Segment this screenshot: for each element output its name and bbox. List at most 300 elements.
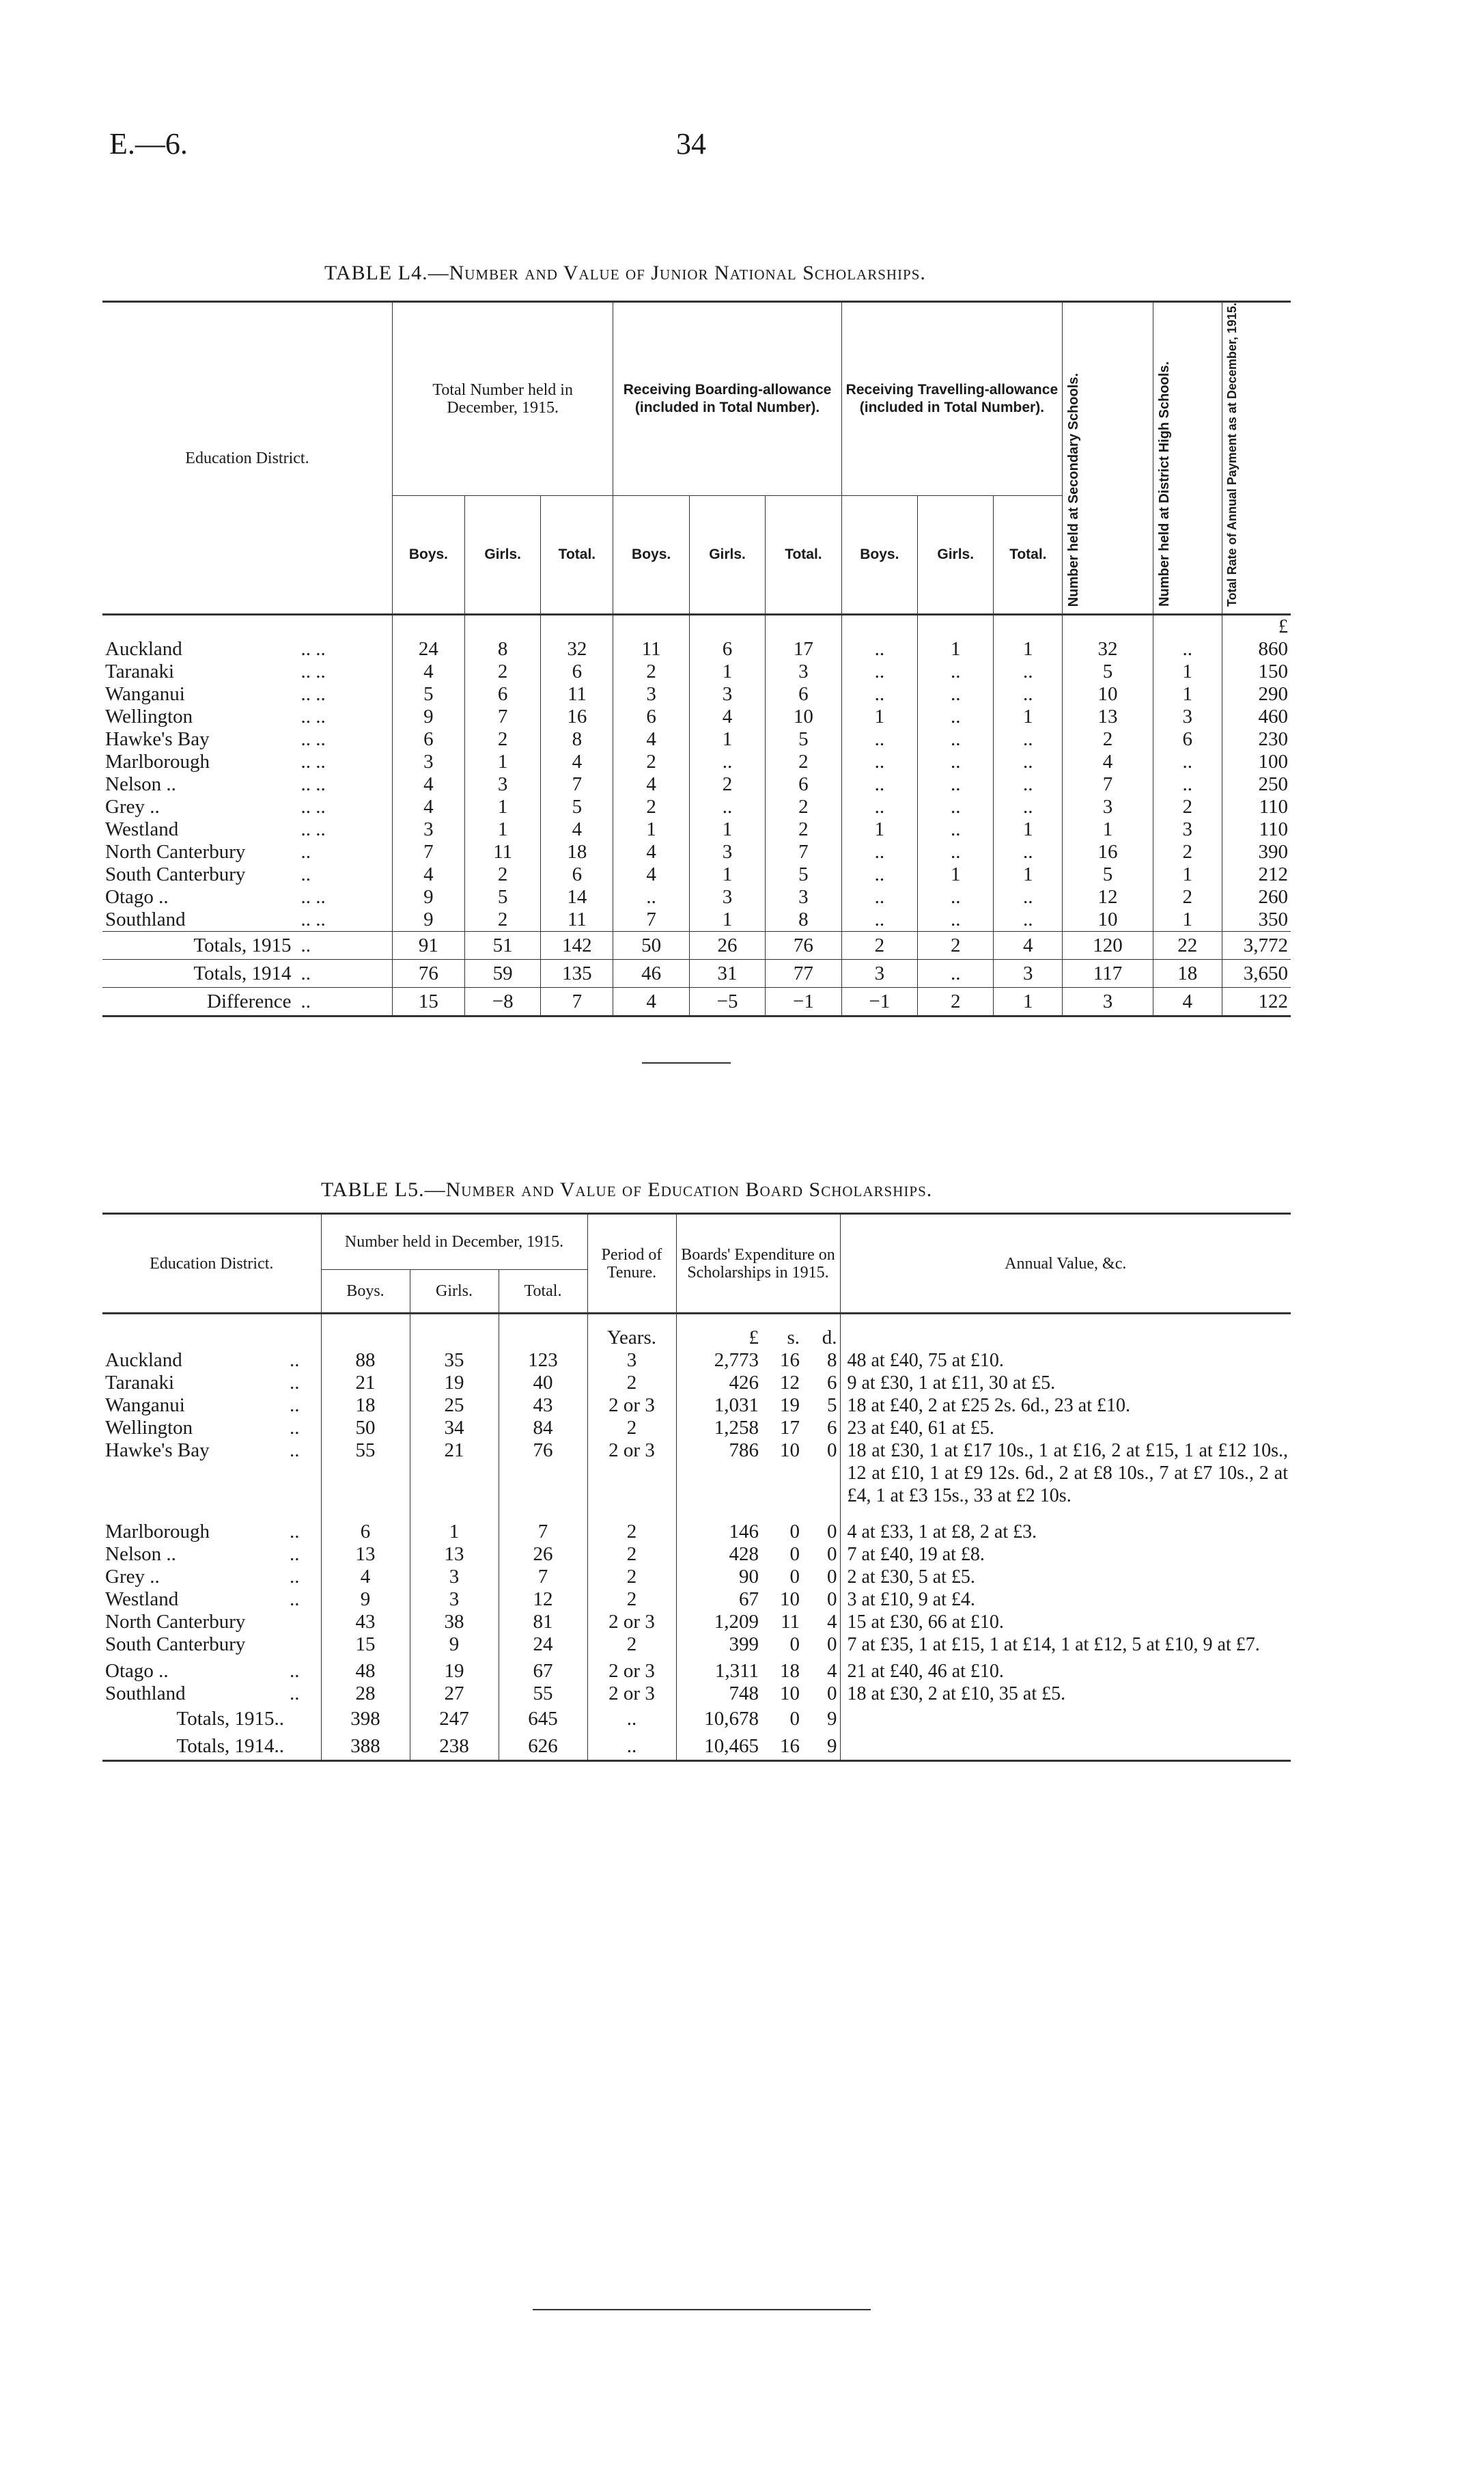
l4-total-held-header: Total Number held in December, 1915. <box>392 302 613 496</box>
l5-cell-annual: 9 at £30, 1 at £11, 30 at £5. <box>840 1372 1291 1394</box>
l4-cell-bb: 7 <box>613 909 689 932</box>
l5-cell-period: 2 <box>587 1633 676 1656</box>
table-l4-title-text: Number and Value of Junior National Scholarships. <box>449 262 926 284</box>
l4-cell-rt: .. <box>994 886 1063 909</box>
l4-cell-rg: 1 <box>918 638 994 661</box>
l4-cell-rb: .. <box>841 773 917 796</box>
l5-table-row <box>102 1588 1291 1611</box>
l5-girls-header: Girls. <box>410 1270 499 1314</box>
l5-cell-girls: 25 <box>410 1394 499 1417</box>
l5-cell-annual: 18 at £40, 2 at £25 2s. 6d., 23 at £10. <box>840 1394 1291 1417</box>
l5-cell-district: Wanganui <box>105 1394 185 1416</box>
l4-district-name: North Canterbury <box>105 841 246 863</box>
l5-cell-dots: .. <box>290 1349 300 1371</box>
l4-leader-dots: .. .. <box>300 751 326 773</box>
l4-cell-bb: 6 <box>613 706 689 728</box>
l4-district-name: Wellington <box>105 706 193 728</box>
l5-cell-dots: .. <box>290 1588 300 1610</box>
l4-cell-rate: 860 <box>1222 638 1291 661</box>
l4-totals-row <box>102 960 1291 988</box>
l4-cell-tg: 8 <box>464 638 540 661</box>
l5-held-header: Number held in December, 1915. <box>321 1214 587 1270</box>
document-reference: E.—6. <box>109 127 188 161</box>
l4-rate-header-text: Total Rate of Annual Payment as at December, 1915. <box>1224 303 1239 607</box>
l5-cell-girls: 21 <box>410 1439 499 1507</box>
l5-cell-boys: 43 <box>321 1611 410 1633</box>
l4-cell-tb: 4 <box>392 796 464 818</box>
l4-cell-tg: 2 <box>464 863 540 886</box>
l5-cell-dots: .. <box>290 1439 300 1461</box>
l5-cell-girls: 38 <box>410 1611 499 1633</box>
l5-cell-girls: 3 <box>410 1566 499 1588</box>
l5-d-unit: d. <box>822 1327 837 1348</box>
l4-secondary-header <box>1063 302 1153 615</box>
l4-cell-rb: 2 <box>841 932 917 960</box>
l4-cell-rt: .. <box>994 683 1063 706</box>
l5-cell-boys: 388 <box>321 1732 410 1761</box>
l4-cell-tb: 9 <box>392 886 464 909</box>
l4-cell-rb: .. <box>841 796 917 818</box>
l4-cell-bt: 6 <box>766 773 841 796</box>
l5-empty-cell <box>287 1705 321 1732</box>
table-l4 <box>102 301 1291 1017</box>
l5-annual-header: Annual Value, &c. <box>840 1214 1291 1314</box>
l4-cell-tt: 11 <box>541 683 613 706</box>
l5-cell-dots: .. <box>290 1372 300 1394</box>
l5-cell-district: Grey .. <box>105 1566 160 1588</box>
l4-cell-tt: 32 <box>541 638 613 661</box>
l4-cell-rb: .. <box>841 841 917 863</box>
l5-cell-pounds: 399 <box>676 1633 761 1656</box>
l5-cell-d: 4 <box>827 1660 837 1682</box>
l4-cell-sec: 16 <box>1063 841 1153 863</box>
l4-cell-bt: 17 <box>766 638 841 661</box>
l5-cell-district: South Canterbury <box>105 1633 246 1655</box>
l4-cell-bt: 2 <box>766 796 841 818</box>
l4-leader-dots: .. .. <box>300 796 326 818</box>
l4-cell-tb: 9 <box>392 706 464 728</box>
l4-cell-rate: 212 <box>1222 863 1291 886</box>
l5-cell-total: 7 <box>499 1521 587 1543</box>
l5-cell-district: Wellington <box>105 1417 193 1439</box>
l4-cell-rg: .. <box>918 818 994 841</box>
l5-cell-s: 0 <box>789 1708 800 1730</box>
l5-cell-s: 0 <box>789 1566 800 1588</box>
l4-cell-rb: .. <box>841 886 917 909</box>
l4-leader-dots: .. <box>300 841 311 863</box>
l4-cell-dhs: 1 <box>1153 683 1222 706</box>
l4-cell-bg: 1 <box>689 909 765 932</box>
l4-cell-tb: 7 <box>392 841 464 863</box>
l4-cell-rb: .. <box>841 661 917 683</box>
l4-leader-dots: .. .. <box>300 909 326 931</box>
l4-cell-rt: 1 <box>994 988 1063 1016</box>
l5-cell-s: 11 <box>781 1611 800 1633</box>
l4-cell-dhs: 2 <box>1153 841 1222 863</box>
l5-cell-boys: 55 <box>321 1439 410 1507</box>
l4-cell-dhs: 18 <box>1153 960 1222 988</box>
l4-cell-rt: 1 <box>994 863 1063 886</box>
l4-district-name: Southland <box>105 909 186 931</box>
l4-cell-rg: .. <box>918 751 994 773</box>
l5-cell-boys: 9 <box>321 1588 410 1611</box>
table-l5-title-text: Number and Value of Education Board Scholarships. <box>445 1178 933 1201</box>
table-l4-title <box>324 262 926 285</box>
l4-cell-bb: 2 <box>613 661 689 683</box>
l5-cell-boys: 21 <box>321 1372 410 1394</box>
l4-cell-tg: 7 <box>464 706 540 728</box>
l5-totals-row <box>102 1705 1291 1732</box>
l5-cell-district: Hawke's Bay <box>105 1439 210 1461</box>
l4-cell-sec: 10 <box>1063 909 1153 932</box>
l5-pound-unit: £ <box>676 1314 761 1350</box>
l5-cell-girls: 27 <box>410 1683 499 1705</box>
l4-cell-bg: 3 <box>689 683 765 706</box>
l5-cell-boys: 48 <box>321 1660 410 1683</box>
l4-cell-bb: 50 <box>613 932 689 960</box>
l4-cell-bb: 4 <box>613 773 689 796</box>
l4-cell-bt: 7 <box>766 841 841 863</box>
l5-cell-period: 2 <box>587 1372 676 1394</box>
l4-cell-dhs: 4 <box>1153 988 1222 1016</box>
l4-cell-bb: .. <box>613 886 689 909</box>
l4-cell-rt: 4 <box>994 932 1063 960</box>
l5-cell-d: 6 <box>827 1372 837 1394</box>
l5-cell-annual: 4 at £33, 1 at £8, 2 at £3. <box>840 1521 1291 1543</box>
l5-cell-period: 2 <box>587 1588 676 1611</box>
l5-cell-period: 2 <box>587 1417 676 1439</box>
l4-cell-dhs: 2 <box>1153 796 1222 818</box>
l4-cell-tb: 91 <box>392 932 464 960</box>
l4-cell-tt: 4 <box>541 818 613 841</box>
l5-cell-pounds: 1,311 <box>676 1660 761 1683</box>
table-l5 <box>102 1213 1291 1762</box>
l4-cell-tt: 6 <box>541 661 613 683</box>
l4-pound-sign: £ <box>1222 615 1291 639</box>
end-rule <box>533 2309 871 2310</box>
l5-cell-district: Nelson .. <box>105 1543 176 1565</box>
l4-cell-rate: 460 <box>1222 706 1291 728</box>
l4-district-name: South Canterbury <box>105 863 246 886</box>
l4-cell-dhs: 3 <box>1153 818 1222 841</box>
l5-empty-cell <box>287 1732 321 1761</box>
l5-cell-annual: 7 at £35, 1 at £15, 1 at £14, 1 at £12, 5 at £10, 9 at £7. <box>840 1633 1291 1656</box>
l4-totals-label: Difference <box>102 988 298 1016</box>
l5-cell-annual: 21 at £40, 46 at £10. <box>840 1660 1291 1683</box>
l4-cell-bg: −5 <box>689 988 765 1016</box>
l4-table-row <box>102 909 1291 932</box>
l4-cell-rg: 2 <box>918 932 994 960</box>
l4-district-name: Hawke's Bay <box>105 728 210 751</box>
l4-cell-tt: 11 <box>541 909 613 932</box>
l5-table-row <box>102 1372 1291 1394</box>
l4-cell-rate: 390 <box>1222 841 1291 863</box>
l5-cell-label: Totals, 1915.. <box>176 1708 284 1730</box>
l5-cell-d: 4 <box>827 1611 837 1633</box>
l4-cell-dhs: 22 <box>1153 932 1222 960</box>
l5-cell-total: 123 <box>499 1349 587 1372</box>
l4-cell-bb: 4 <box>613 863 689 886</box>
l4-cell-tg: 2 <box>464 728 540 751</box>
l4-cell-bg: 1 <box>689 661 765 683</box>
l4-cell-rg: .. <box>918 796 994 818</box>
l4-travelling-girls-header: Girls. <box>918 496 994 615</box>
l4-cell-rate: 122 <box>1222 988 1291 1016</box>
l4-cell-sec: 5 <box>1063 863 1153 886</box>
l4-cell-tg: 1 <box>464 751 540 773</box>
l5-cell-total: 43 <box>499 1394 587 1417</box>
l5-cell-d: 0 <box>827 1683 837 1704</box>
l4-cell-tg: 1 <box>464 796 540 818</box>
l4-cell-rg: .. <box>918 728 994 751</box>
l4-cell-tb: 15 <box>392 988 464 1016</box>
l4-table-row <box>102 638 1291 661</box>
l5-cell-pounds: 10,465 <box>676 1732 761 1761</box>
l5-cell-district: North Canterbury <box>105 1611 246 1633</box>
l5-cell-label: Totals, 1914.. <box>176 1735 284 1757</box>
l4-cell-bg: 26 <box>689 932 765 960</box>
l5-cell-period: .. <box>587 1705 676 1732</box>
l5-cell-pounds: 428 <box>676 1543 761 1566</box>
l4-leader-dots: .. .. <box>300 638 326 661</box>
l4-cell-bb: 4 <box>613 841 689 863</box>
l4-cell-rb: 1 <box>841 706 917 728</box>
l5-cell-period: 2 or 3 <box>587 1439 676 1507</box>
l5-cell-total: 40 <box>499 1372 587 1394</box>
l4-cell-rt: .. <box>994 661 1063 683</box>
l4-table-row <box>102 773 1291 796</box>
l4-cell-bb: 4 <box>613 728 689 751</box>
l5-cell-pounds: 1,031 <box>676 1394 761 1417</box>
l5-total-header: Total. <box>499 1270 587 1314</box>
l5-cell-period: 2 <box>587 1566 676 1588</box>
l4-cell-bg: 1 <box>689 818 765 841</box>
l4-cell-rt: .. <box>994 751 1063 773</box>
l4-cell-bg: 6 <box>689 638 765 661</box>
l5-cell-d: 9 <box>827 1735 837 1757</box>
l4-cell-bg: 3 <box>689 841 765 863</box>
l4-cell-rg: .. <box>918 706 994 728</box>
l5-cell-total: 81 <box>499 1611 587 1633</box>
l4-cell-bg: 31 <box>689 960 765 988</box>
l4-cell-tt: 7 <box>541 773 613 796</box>
l4-totals-row <box>102 988 1291 1016</box>
l5-cell-s: 12 <box>780 1372 800 1394</box>
l5-cell-d: 0 <box>827 1439 837 1461</box>
l5-cell-district: Otago .. <box>105 1660 169 1682</box>
l5-cell-dots: .. <box>290 1394 300 1416</box>
l4-cell-rate: 110 <box>1222 818 1291 841</box>
l5-cell-d: 0 <box>827 1566 837 1588</box>
l5-cell-d: 6 <box>827 1417 837 1439</box>
l4-cell-rate: 230 <box>1222 728 1291 751</box>
l4-district-name: Otago .. <box>105 886 169 909</box>
l4-cell-sec: 2 <box>1063 728 1153 751</box>
l4-cell-rb: .. <box>841 683 917 706</box>
l5-cell-dots <box>287 1611 321 1633</box>
l5-cell-total: 26 <box>499 1543 587 1566</box>
l5-cell-annual: 18 at £30, 1 at £17 10s., 1 at £16, 2 at £15, 1 at £12 10s., 12 at £10, 1 at £9 12s. 6d., 2 at £8 10s., 7 at £7 10s., 2 at £4, 1 at £3 15s., 33 at £2 10s. <box>840 1439 1291 1507</box>
l5-table-row <box>102 1417 1291 1439</box>
l4-cell-rb: .. <box>841 863 917 886</box>
l4-travelling-header: Receiving Travelling-allowance (included in Total Number). <box>841 302 1063 496</box>
l4-district-high-header <box>1153 302 1222 615</box>
l4-cell-rg: .. <box>918 661 994 683</box>
l4-cell-tb: 9 <box>392 909 464 932</box>
l4-cell-sec: 13 <box>1063 706 1153 728</box>
l4-leader-dots: .. <box>300 863 311 886</box>
l5-cell-total: 12 <box>499 1588 587 1611</box>
l4-cell-rate: 350 <box>1222 909 1291 932</box>
l4-leader-dots: .. .. <box>300 728 326 751</box>
l5-cell-pounds: 786 <box>676 1439 761 1507</box>
l4-leader-dots: .. .. <box>300 683 326 706</box>
l4-cell-bg: 1 <box>689 863 765 886</box>
l5-cell-girls: 19 <box>410 1372 499 1394</box>
l4-cell-tb: 4 <box>392 773 464 796</box>
l5-cell-s: 0 <box>789 1543 800 1565</box>
l5-cell-period: 2 or 3 <box>587 1660 676 1683</box>
l4-cell-bt: 8 <box>766 909 841 932</box>
l4-boarding-girls-header: Girls. <box>689 496 765 615</box>
l5-cell-total: 645 <box>499 1705 587 1732</box>
l4-boarding-total-header: Total. <box>766 496 841 615</box>
l4-cell-rate: 110 <box>1222 796 1291 818</box>
l4-cell-dhs: 3 <box>1153 706 1222 728</box>
l5-cell-period: 2 or 3 <box>587 1611 676 1633</box>
l5-cell-s: 0 <box>789 1633 800 1655</box>
l4-cell-bt: 5 <box>766 863 841 886</box>
l5-cell-boys: 15 <box>321 1633 410 1656</box>
l5-empty-cell <box>840 1705 1291 1732</box>
l4-cell-sec: 7 <box>1063 773 1153 796</box>
l4-cell-bt: 5 <box>766 728 841 751</box>
l4-cell-bt: 3 <box>766 886 841 909</box>
l4-district-name: Auckland <box>105 638 182 661</box>
l4-table-row <box>102 751 1291 773</box>
l5-cell-s: 0 <box>789 1521 800 1542</box>
l5-cell-pounds: 146 <box>676 1521 761 1543</box>
l4-boarding-header: Receiving Boarding-allowance (included in Total Number). <box>613 302 841 496</box>
l5-cell-district: Southland <box>105 1683 186 1704</box>
l5-cell-pounds: 426 <box>676 1372 761 1394</box>
l5-cell-d: 8 <box>827 1349 837 1371</box>
l4-cell-rate: 100 <box>1222 751 1291 773</box>
l5-cell-district: Taranaki <box>105 1372 175 1394</box>
l5-cell-district: Westland <box>105 1588 179 1610</box>
l4-cell-bb: 2 <box>613 796 689 818</box>
l4-cell-bg: .. <box>689 751 765 773</box>
l5-cell-girls: 35 <box>410 1349 499 1372</box>
l5-years-unit: Years. <box>587 1314 676 1350</box>
l4-cell-sec: 120 <box>1063 932 1153 960</box>
l5-cell-d: 0 <box>827 1543 837 1565</box>
l5-cell-boys: 398 <box>321 1705 410 1732</box>
l4-cell-tg: 51 <box>464 932 540 960</box>
l4-cell-rg: 2 <box>918 988 994 1016</box>
l4-cell-rt: 1 <box>994 818 1063 841</box>
l5-cell-s: 17 <box>780 1417 800 1439</box>
l5-cell-total: 7 <box>499 1566 587 1588</box>
l5-period-header: Period of Tenure. <box>587 1214 676 1314</box>
l4-cell-bt: 10 <box>766 706 841 728</box>
l4-cell-rb: .. <box>841 728 917 751</box>
l5-cell-annual: 2 at £30, 5 at £5. <box>840 1566 1291 1588</box>
l5-cell-dots: .. <box>290 1683 300 1704</box>
l4-cell-bg: 3 <box>689 886 765 909</box>
l4-cell-tb: 5 <box>392 683 464 706</box>
l4-cell-rg: .. <box>918 773 994 796</box>
l4-totals-row <box>102 932 1291 960</box>
l4-cell-bg: 2 <box>689 773 765 796</box>
l4-leader-dots: .. .. <box>300 661 326 683</box>
l4-cell-rt: .. <box>994 909 1063 932</box>
l5-table-row <box>102 1349 1291 1372</box>
l4-cell-tb: 24 <box>392 638 464 661</box>
l4-district-name: Wanganui <box>105 683 185 706</box>
l5-cell-dots <box>287 1633 321 1656</box>
l5-cell-girls: 13 <box>410 1543 499 1566</box>
l4-cell-rg: 1 <box>918 863 994 886</box>
l4-cell-tt: 135 <box>541 960 613 988</box>
l5-cell-annual: 48 at £40, 75 at £10. <box>840 1349 1291 1372</box>
l5-cell-pounds: 1,258 <box>676 1417 761 1439</box>
l4-cell-rt: .. <box>994 841 1063 863</box>
l4-district-name: Westland <box>105 818 179 841</box>
l4-leader-dots: .. <box>298 988 392 1016</box>
l4-cell-dhs: 2 <box>1153 886 1222 909</box>
l4-cell-tg: 2 <box>464 661 540 683</box>
table-l4-title-prefix: TABLE L4.— <box>324 262 449 284</box>
l4-cell-sec: 117 <box>1063 960 1153 988</box>
l4-cell-rt: .. <box>994 773 1063 796</box>
l4-cell-tt: 8 <box>541 728 613 751</box>
l4-cell-sec: 3 <box>1063 988 1153 1016</box>
l4-cell-rg: .. <box>918 886 994 909</box>
l4-cell-tb: 6 <box>392 728 464 751</box>
l5-cell-boys: 13 <box>321 1543 410 1566</box>
l4-cell-tt: 6 <box>541 863 613 886</box>
l5-cell-d: 9 <box>827 1708 837 1730</box>
l4-table-row <box>102 706 1291 728</box>
l4-leader-dots: .. <box>298 960 392 988</box>
l4-cell-tg: 6 <box>464 683 540 706</box>
l4-leader-dots: .. .. <box>300 706 326 728</box>
l4-leader-dots: .. .. <box>300 818 326 841</box>
l5-cell-dots: .. <box>290 1417 300 1439</box>
l4-cell-bt: 76 <box>766 932 841 960</box>
l5-cell-district: Marlborough <box>105 1521 210 1542</box>
l4-cell-rt: .. <box>994 796 1063 818</box>
l4-cell-rg: .. <box>918 841 994 863</box>
l5-cell-girls: 19 <box>410 1660 499 1683</box>
l4-cell-tb: 3 <box>392 818 464 841</box>
l4-cell-bb: 46 <box>613 960 689 988</box>
l5-cell-boys: 6 <box>321 1521 410 1543</box>
l5-table-row <box>102 1633 1291 1656</box>
l4-cell-tt: 7 <box>541 988 613 1016</box>
l5-cell-s: 10 <box>780 1439 800 1461</box>
l4-cell-bt: −1 <box>766 988 841 1016</box>
l4-rate-header <box>1222 302 1291 615</box>
l4-cell-sec: 12 <box>1063 886 1153 909</box>
l5-cell-total: 84 <box>499 1417 587 1439</box>
l5-cell-boys: 50 <box>321 1417 410 1439</box>
l4-cell-rate: 290 <box>1222 683 1291 706</box>
l4-district-high-header-text: Number held at District High Schools. <box>1156 361 1172 607</box>
l5-totals-row <box>102 1732 1291 1761</box>
l4-cell-tg: 1 <box>464 818 540 841</box>
